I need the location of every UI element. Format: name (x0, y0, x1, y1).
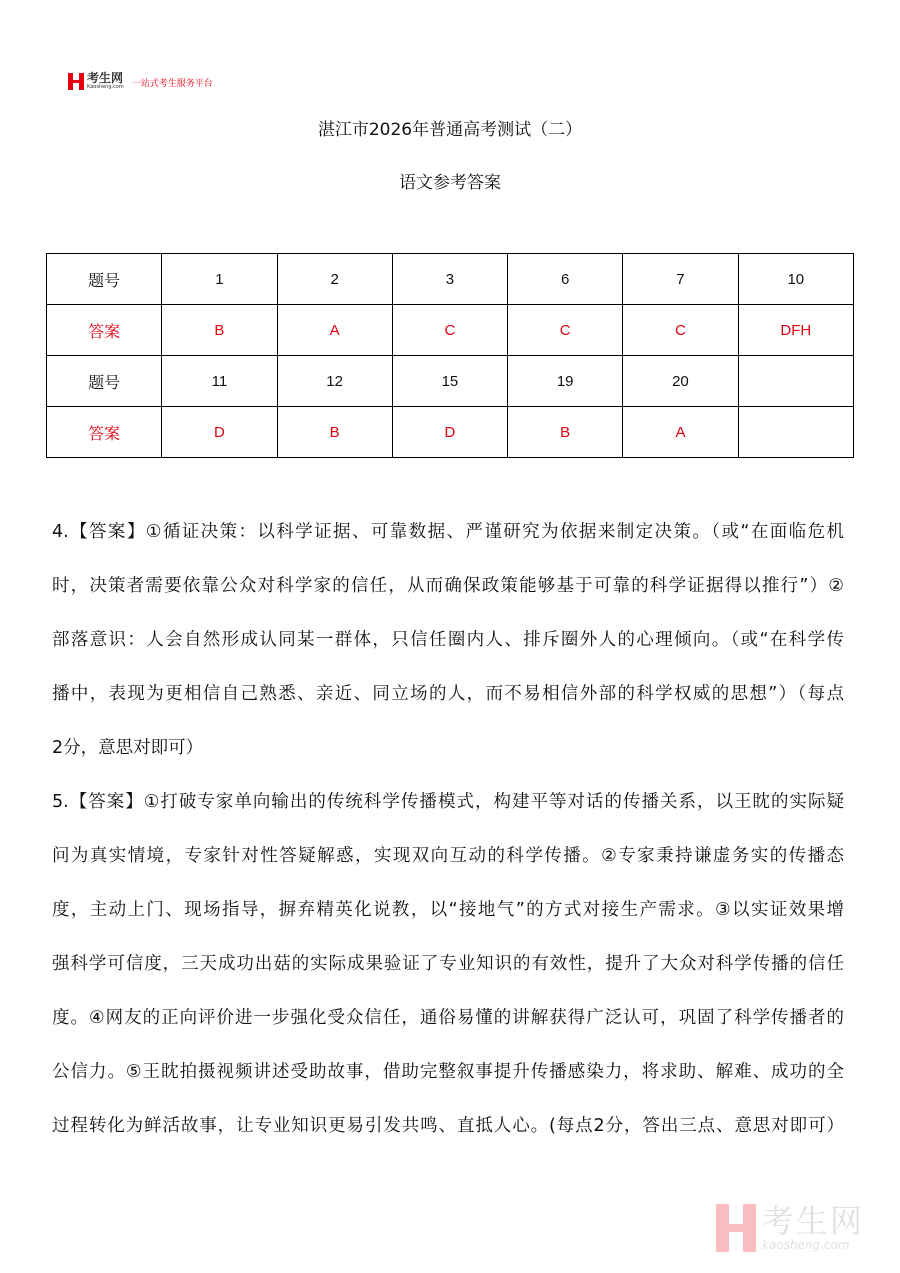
table-cell: 19 (508, 356, 623, 407)
table-cell: 3 (392, 254, 507, 305)
table-cell: 20 (623, 356, 738, 407)
page-title: 湛江市2026年普通高考测试（二） (317, 120, 583, 140)
table-cell: D (392, 407, 507, 458)
logo-slogan: 一站式考生服务平台 (131, 78, 213, 89)
table-cell (738, 407, 853, 458)
table-row (47, 407, 854, 458)
watermark-name: 考生网 (762, 1202, 865, 1240)
text-line: 时，决策者需要依靠公众对科学家的信任，从而确保政策能够基于可靠的科学证据得以推行”）② (52, 576, 844, 596)
logo-mark-icon (68, 73, 84, 90)
text-line: 问为真实情境，专家针对性答疑解惑，实现双向互动的科学传播。②专家秉持谦虚务实的传播态 (52, 846, 844, 866)
table-cell: D (162, 407, 277, 458)
table-cell: A (623, 407, 738, 458)
table-cell: B (508, 407, 623, 458)
text-line: 5.【答案】①打破专家单向输出的传统科学传播模式，构建平等对话的传播关系，以王眈的实际疑 (52, 792, 844, 812)
table-row (47, 254, 854, 305)
text-line: 播中，表现为更相信自己熟悉、亲近、同立场的人，而不易相信外部的科学权威的思想”）（每点 (52, 684, 844, 704)
table-cell: DFH (738, 305, 853, 356)
text-line: 度，主动上门、现场指导，摒弃精英化说教，以“接地气”的方式对接生产需求。③以实证效果增 (52, 900, 844, 920)
table-row (47, 305, 854, 356)
table-cell: 12 (277, 356, 392, 407)
table-cell: B (277, 407, 392, 458)
page-subtitle: 语文参考答案 (399, 173, 501, 193)
table-cell: 11 (162, 356, 277, 407)
site-logo (68, 72, 213, 90)
watermark-logo (716, 1204, 864, 1252)
table-cell (738, 356, 853, 407)
table-cell: 2 (277, 254, 392, 305)
logo-url: Kaosheng.com (87, 84, 124, 90)
table-cell: C (623, 305, 738, 356)
table-cell: C (392, 305, 507, 356)
text-line: 过程转化为鲜活故事，让专业知识更易引发共鸣、直抵人心。(每点2分，答出三点、意思对即可） (52, 1116, 844, 1136)
table-cell: 7 (623, 254, 738, 305)
table-cell: B (162, 305, 277, 356)
table-row (47, 356, 854, 407)
table-cell: 10 (738, 254, 853, 305)
table-cell: 题号 (47, 254, 162, 305)
answer-q5 (52, 775, 844, 1153)
text-line: 强科学可信度，三天成功出菇的实际成果验证了专业知识的有效性，提升了大众对科学传播的信任 (52, 954, 844, 974)
table-cell: A (277, 305, 392, 356)
text-line: 2分，意思对即可） (52, 738, 204, 758)
table-cell: 题号 (47, 356, 162, 407)
table-cell: 答案 (47, 305, 162, 356)
table-cell: 答案 (47, 407, 162, 458)
table-cell: 15 (392, 356, 507, 407)
table-cell: C (508, 305, 623, 356)
text-line: 部落意识：人会自然形成认同某一群体，只信任圈内人、排斥圈外人的心理倾向。（或“在科学传 (52, 630, 844, 650)
answer-table (46, 253, 854, 458)
text-line: 度。④网友的正向评价进一步强化受众信任，通俗易懂的讲解获得广泛认可，巩固了科学传播者的 (52, 1008, 844, 1028)
watermark-mark-icon (716, 1204, 756, 1252)
watermark-url: kaosheng.com (762, 1238, 850, 1252)
table-cell: 1 (162, 254, 277, 305)
answer-q4 (52, 505, 844, 775)
text-line: 4.【答案】①循证决策：以科学证据、可靠数据、严谨研究为依据来制定决策。（或“在面临危机 (52, 522, 844, 542)
table-cell: 6 (508, 254, 623, 305)
text-line: 公信力。⑤王眈拍摄视频讲述受助故事，借助完整叙事提升传播感染力，将求助、解难、成功的全 (52, 1062, 844, 1082)
logo-name: 考生网 (87, 71, 124, 85)
